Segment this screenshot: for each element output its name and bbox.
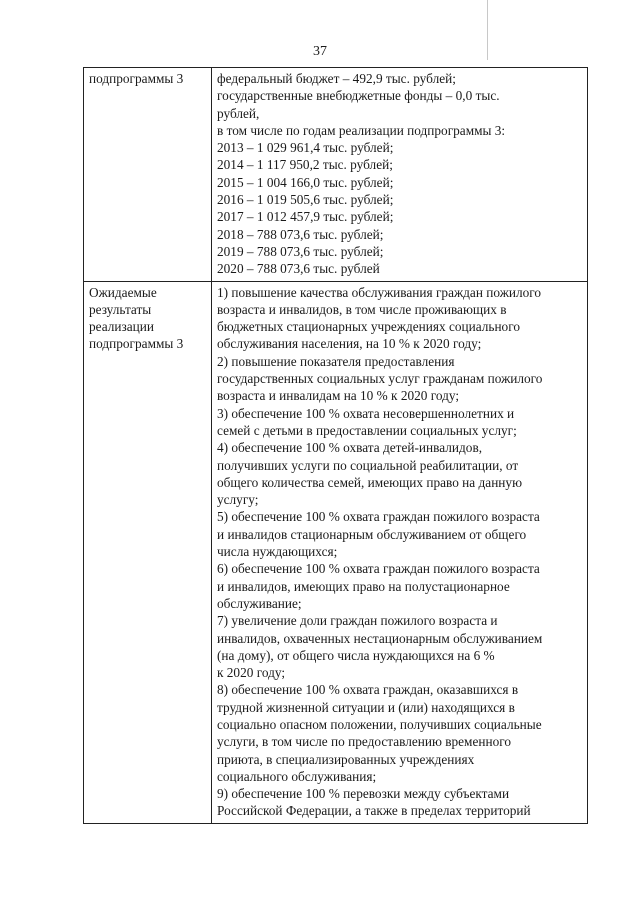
content-line: 2018 – 788 073,6 тыс. рублей;	[217, 226, 384, 242]
label-line: результаты	[89, 301, 152, 317]
content-line: федеральный бюджет – 492,9 тыс. рублей;	[217, 71, 456, 86]
content-line: 2016 – 1 019 505,6 тыс. рублей;	[217, 192, 394, 208]
content-line: 4) обеспечение 100 % охвата детей-инвалидов,	[217, 440, 483, 456]
content-line: 2017 – 1 012 457,9 тыс. рублей;	[217, 209, 394, 225]
content-line: 2020 – 788 073,6 тыс. рублей	[217, 261, 380, 277]
content-line: обслуживания населения, на 10 % к 2020 году;	[217, 336, 482, 352]
content-line: 2015 – 1 004 166,0 тыс. рублей;	[217, 174, 394, 190]
content-line: инвалидов, охваченных нестационарным обслуживанием	[217, 630, 543, 646]
content-line: рублей,	[217, 105, 260, 121]
content-line: государственных социальных услуг гражданам пожилого	[217, 371, 543, 387]
content-line: 2019 – 788 073,6 тыс. рублей;	[217, 243, 384, 259]
content-line: общего количества семей, имеющих право на данную	[217, 474, 523, 490]
page-number: 37	[313, 44, 327, 59]
label-line: подпрограммы 3	[89, 71, 184, 86]
content-line: 7) увеличение доли граждан пожилого возраста и	[217, 613, 498, 629]
content-line: бюджетных стационарных учреждениях социального	[217, 319, 520, 335]
content-line: приюта, в специализированных учреждениях	[217, 751, 475, 767]
content-line: в том числе по годам реализации подпрограммы 3:	[217, 122, 506, 138]
content-line: получивших услуги по социальной реабилитации, от	[217, 457, 519, 473]
program-passport-table	[83, 67, 588, 824]
content-line: 2013 – 1 029 961,4 тыс. рублей;	[217, 140, 394, 156]
row-content-funding	[212, 68, 588, 282]
content-line: 9) обеспечение 100 % перевозки между субъектами	[217, 786, 510, 802]
content-line: семей с детьми в предоставлении социальных услуг;	[217, 422, 517, 438]
row-label-funding	[84, 68, 212, 282]
content-line: числа нуждающихся;	[217, 544, 338, 560]
table-row-expected-results	[84, 281, 588, 823]
content-line: 8) обеспечение 100 % охвата граждан, оказавшихся в	[217, 682, 519, 698]
content-line: возраста и инвалидам на 10 % к 2020 году;	[217, 388, 460, 404]
content-line: обслуживание;	[217, 595, 302, 611]
content-line: 2) повышение показателя предоставления	[217, 353, 455, 369]
content-line: возраста и инвалидов, в том числе проживающих в	[217, 301, 507, 317]
content-line: трудной жизненной ситуации и (или) находящихся в	[217, 699, 515, 715]
content-line: услуги, в том числе по предоставлению временного	[217, 734, 512, 750]
label-line: Ожидаемые	[89, 284, 157, 300]
row-content-expected-results	[212, 281, 588, 823]
table-row-funding	[84, 68, 588, 282]
content-line: социального обслуживания;	[217, 768, 377, 784]
content-line: 2014 – 1 117 950,2 тыс. рублей;	[217, 157, 393, 173]
content-line: 5) обеспечение 100 % охвата граждан пожилого возраста	[217, 509, 540, 525]
content-line: (на дому), от общего числа нуждающихся на 6 %	[217, 647, 495, 663]
content-line: 1) повышение качества обслуживания граждан пожилого	[217, 284, 542, 300]
content-line: 3) обеспечение 100 % охвата несовершеннолетних и	[217, 405, 515, 421]
content-line: и инвалидов, имеющих право на полустационарное	[217, 578, 510, 594]
label-line: подпрограммы 3	[89, 336, 184, 352]
content-line: и инвалидов стационарным обслуживанием от общего	[217, 526, 527, 542]
content-line: 6) обеспечение 100 % охвата граждан пожилого возраста	[217, 561, 540, 577]
content-line: социально опасном положении, получивших социальные	[217, 716, 542, 732]
label-line: реализации	[89, 319, 154, 335]
content-line: Российской Федерации, а также в пределах территорий	[217, 803, 531, 819]
row-label-expected-results	[84, 281, 212, 823]
content-line: государственные внебюджетные фонды – 0,0 тыс.	[217, 88, 500, 104]
content-line: к 2020 году;	[217, 665, 286, 681]
content-line: услугу;	[217, 492, 259, 508]
